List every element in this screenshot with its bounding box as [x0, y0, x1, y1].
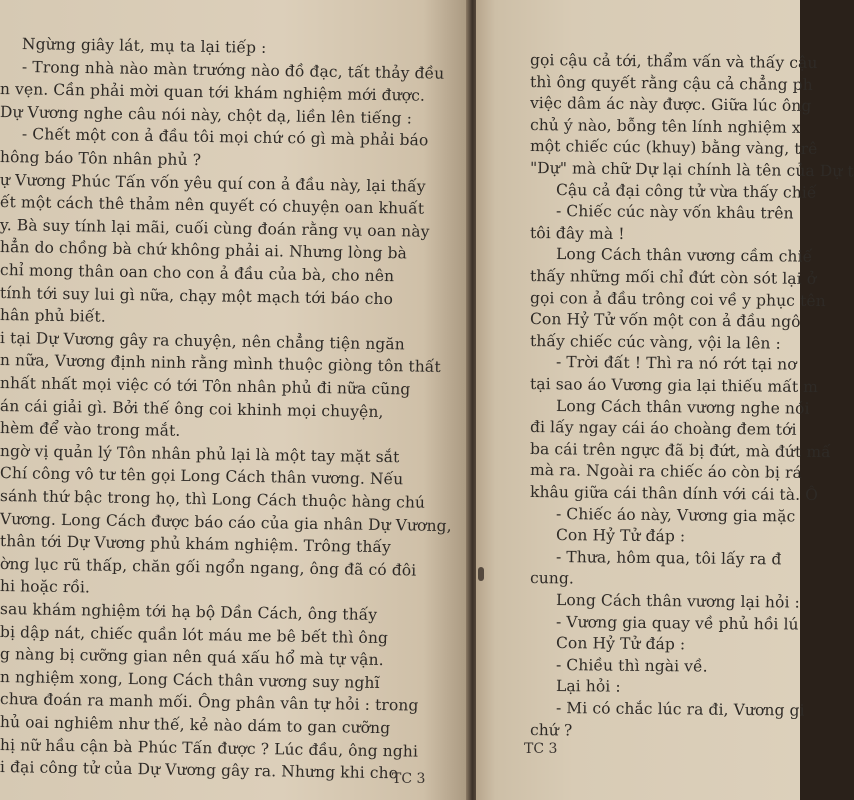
text-line: - Mi có chắc lúc ra đi, Vương gi [555, 699, 805, 720]
text-line: đi lấy ngay cái áo choàng đem tới [529, 418, 797, 439]
text-line: ết một cách thê thảm nên quyết có chuyện oan khuất [0, 193, 425, 218]
text-line: i đại công tử của Dự Vương gây ra. Nhưng khi cho [0, 758, 399, 783]
text-line: khâu giữa cái thân dính với cái tà. Ô [529, 483, 819, 505]
text-line: một chiếc cúc (khuy) bằng vàng, trê [529, 137, 818, 159]
text-line: ự Vương Phúc Tấn vốn yêu quí con ả đầu này, lại thấy [0, 170, 426, 196]
text-line: tôi đây mà ! [529, 223, 625, 243]
text-line: Chí công vô tư tên gọi Long Cách thân vương. Nếu [0, 464, 404, 489]
text-line: - Chiều thì ngài về. [555, 655, 708, 676]
text-line: hi hoặc rồi. [0, 577, 91, 597]
text-line: n nữa, Vương định ninh rằng mình thuộc giòng tôn thất [0, 351, 441, 377]
text-line: tại sao áo Vương gia lại thiếu mất m [529, 375, 819, 397]
text-line: Vương. Long Cách được báo cáo của gia nhân Dự Vương, [0, 509, 452, 535]
text-line: Con Hỷ Tử vốn một con ả đầu ngô [529, 310, 801, 332]
text-line: hân phủ biết. [0, 306, 106, 326]
text-line: - Chết một con ả đầu tôi mọi chứ có gì mà phải báo [21, 125, 429, 150]
text-line: n vẹn. Cần phải mời quan tới khám nghiệm mới được. [0, 80, 426, 105]
text-line: Long Cách thân vương cầm chiế [555, 245, 813, 267]
text-line: - Vương gia quay về phủ hồi lú [555, 612, 799, 634]
text-line: sau khám nghiệm tới hạ bộ Dần Cách, ông thấy [0, 600, 378, 624]
text-line: thấy những mối chỉ đứt còn sót lại ở [529, 267, 817, 288]
left-page-footer: TC 3 [392, 771, 426, 787]
text-line: hèm để vào trong mắt. [0, 419, 181, 441]
text-line: Dự Vương nghe câu nói này, chột dạ, liền lên tiếng : [0, 102, 413, 128]
text-line: tính tới suy lui gì nữa, chạy một mạch tới báo cho [0, 283, 394, 308]
text-line: i tại Dự Vương gây ra chuyện, nên chẳng tiện ngăn [0, 328, 405, 354]
text-line: thân tới Dự Vương phủ khám nghiệm. Trông thấy [0, 532, 392, 557]
text-line: ngờ vị quản lý Tôn nhân phủ lại là một tay mặt sắt [0, 441, 400, 467]
text-line: chỉ mong thân oan cho con ả đầu của bà, cho nên [0, 261, 395, 286]
text-line: bị dập nát, chiếc quần lót máu me bê bết thì ông [0, 622, 389, 647]
text-line: nhất nhất mọi việc có tới Tôn nhân phủ đi nữa cũng [0, 374, 411, 399]
text-line: Con Hỷ Tử đáp : [555, 634, 686, 654]
text-line: Ngừng giây lát, mụ ta lại tiếp : [21, 35, 267, 57]
page-blemish [478, 567, 484, 581]
text-line: hị nữ hầu cận bà Phúc Tấn được ? Lúc đầu, ông nghi [0, 735, 419, 761]
text-line: - Thưa, hôm qua, tôi lấy ra đ [555, 547, 782, 569]
text-line: hẳn do chồng bà chứ không phải ai. Nhưng lòng bà [0, 238, 408, 263]
text-line: - Chiếc cúc này vốn khâu trên [555, 202, 794, 223]
text-line: Lại hỏi : [555, 677, 621, 697]
text-line: chưa đoán ra manh mối. Ông phân vân tự hỏi : trong [0, 690, 419, 715]
text-line: chứ ? [529, 720, 573, 740]
right-page-text [476, 0, 854, 800]
text-line: gọi con ả đầu trông coi về y phục tên [529, 288, 826, 310]
text-line: - Chiếc áo này, Vương gia mặc [555, 504, 796, 526]
text-line: Cậu cả đại công tử vừa thấy chiế [555, 180, 817, 202]
text-line: sánh thứ bậc trong họ, thì Long Cách thuộc hàng chú [0, 487, 426, 512]
text-line: - Trong nhà nào màn trướng nào đồ đạc, tất thảy đều [21, 57, 445, 83]
text-line: mà ra. Ngoài ra chiếc áo còn bị rá [529, 461, 803, 483]
text-line: thấy chiếc cúc vàng, vội la lên : [529, 331, 781, 353]
text-line: chủ ý nào, bỗng tên lính nghiệm x [529, 115, 801, 137]
text-line: Con Hỷ Tử đáp : [555, 526, 686, 546]
right-page-footer: TC 3 [524, 741, 558, 757]
text-line: n nghiệm xong, Long Cách thân vương suy nghĩ [0, 667, 380, 692]
text-line: hông báo Tôn nhân phủ ? [0, 148, 202, 170]
text-line: ờng lục rũ thấp, chăn gối ngổn ngang, ông đã có đôi [0, 554, 417, 580]
text-line: g nàng bị cưỡng gian nên quá xấu hổ mà tự vận. [0, 645, 384, 670]
text-line: "Dự" mà chữ Dự lại chính là tên của Dự t [529, 159, 854, 181]
right-page [476, 0, 854, 800]
text-line: ba cái trên ngực đã bị đứt, mà đứt mấ [529, 439, 831, 461]
text-line: thì ông quyết rằng cậu cả chẳng ph [529, 72, 813, 94]
text-line: Long Cách thân vương nghe nói [555, 396, 810, 418]
text-line: - Trời đất ! Thì ra nó rớt tại nơ [555, 353, 797, 374]
text-line: hủ oai nghiêm như thế, kẻ nào dám to gan cưỡng [0, 713, 391, 738]
text-line: án cái giải gì. Bởi thế ông coi khinh mọi chuyện, [0, 396, 384, 421]
text-line: Long Cách thân vương lại hỏi : [555, 591, 801, 612]
text-line: gọi cậu cả tới, thẩm vấn và thấy cậu [529, 51, 818, 73]
text-line: cung. [529, 569, 575, 588]
text-line: y. Bà suy tính lại mãi, cuối cùng đoán rằng vụ oan này [0, 215, 430, 241]
text-line: việc dâm ác này được. Giữa lúc ông [529, 94, 812, 116]
